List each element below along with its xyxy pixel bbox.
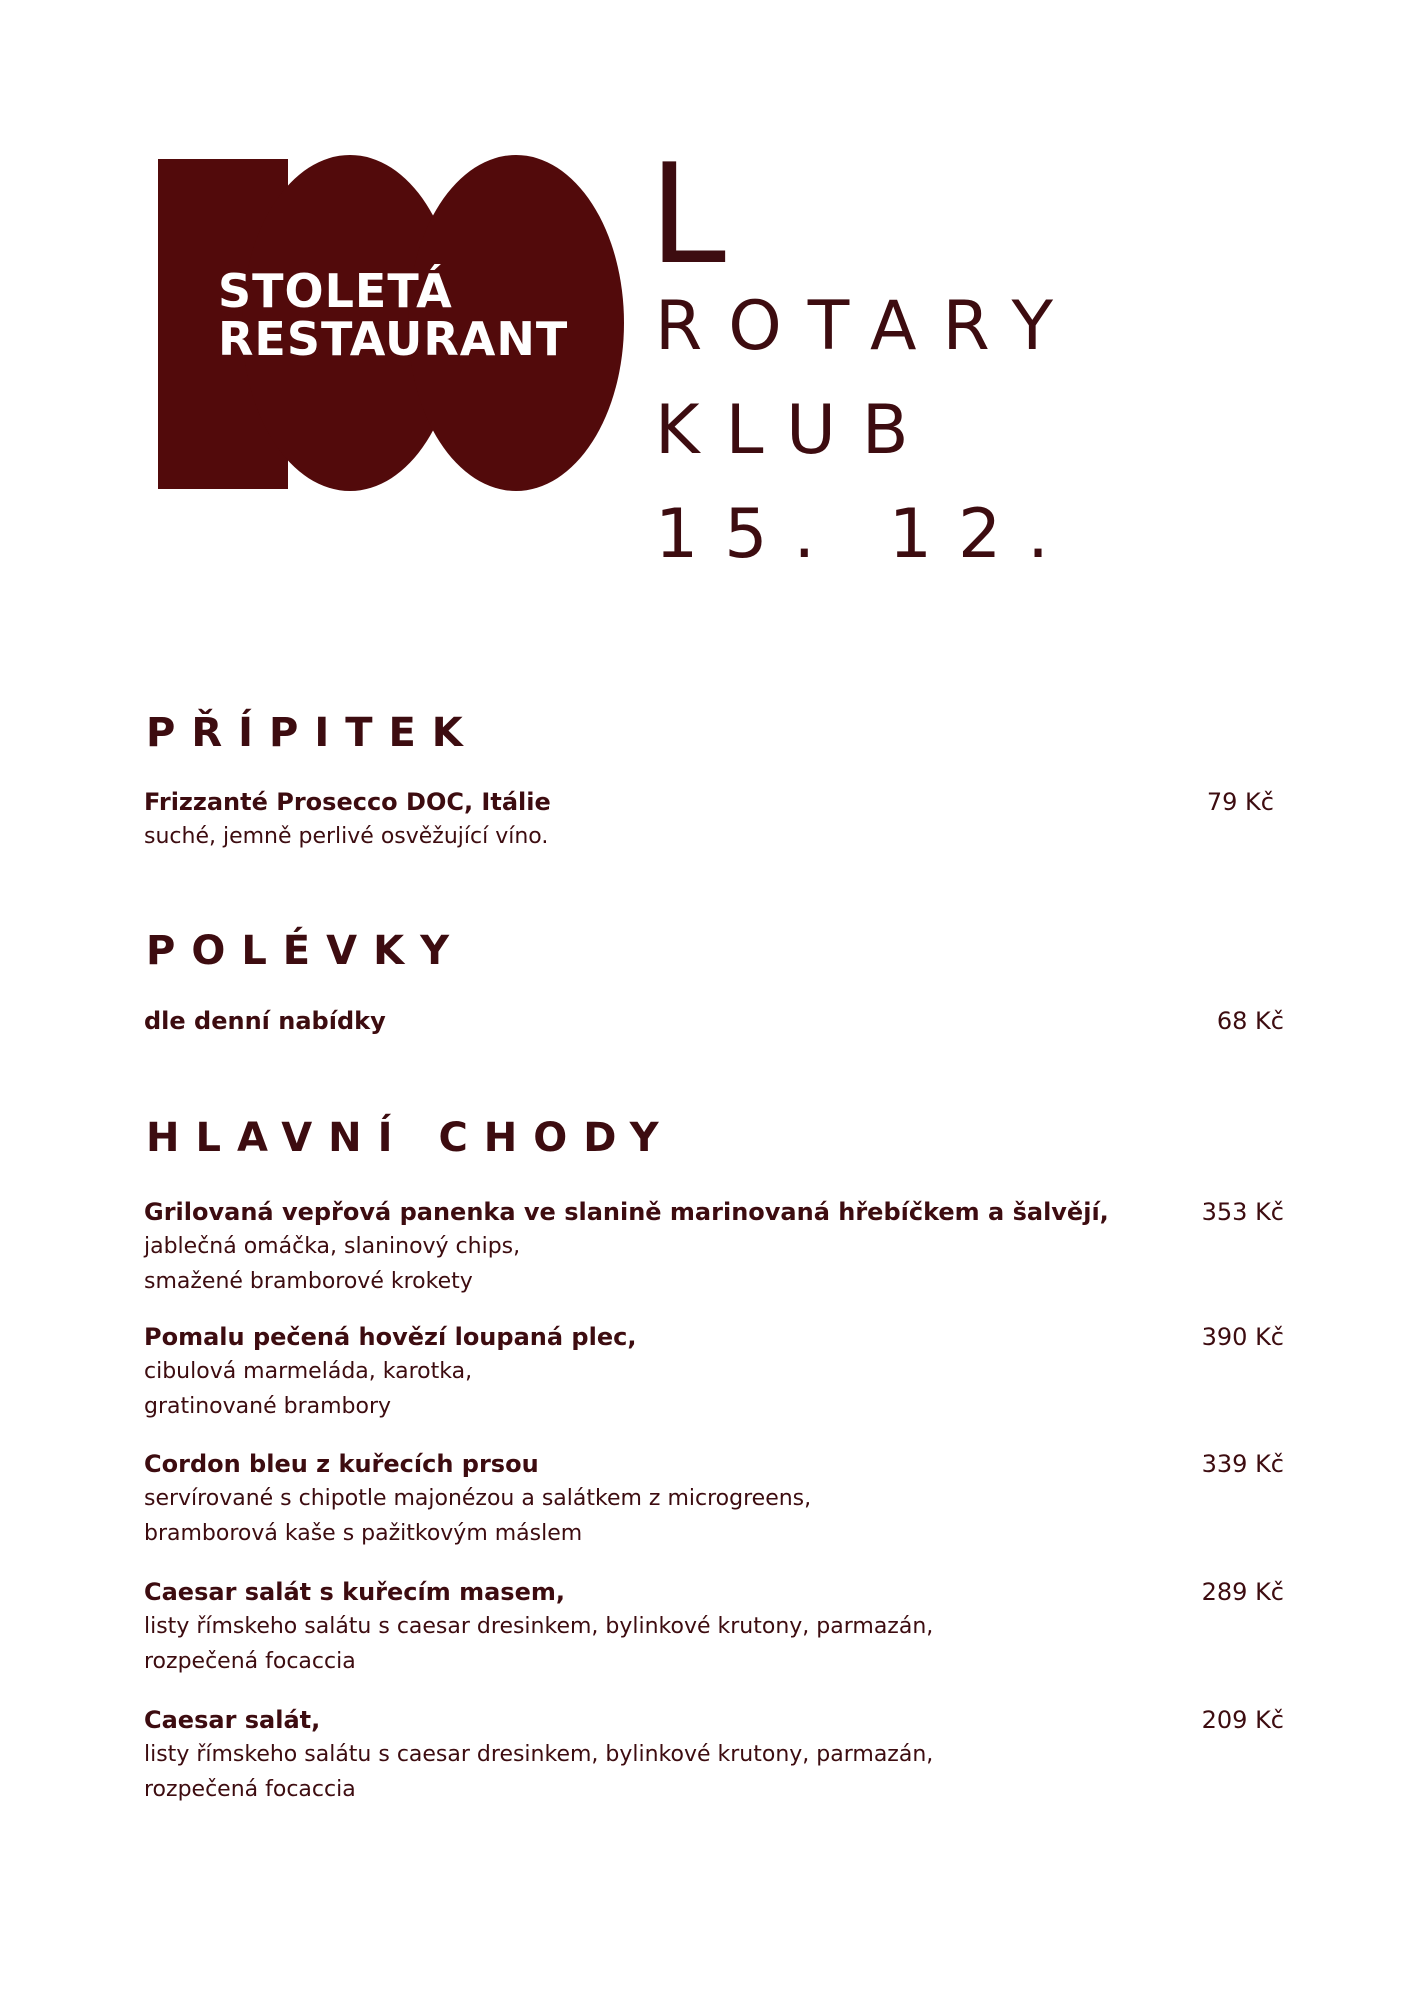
menu-item: [144, 785, 1284, 854]
menu-item: [144, 1447, 1284, 1551]
item-description: servírované s chipotle majonézou a salátkem z microgreens,: [144, 1486, 812, 1511]
event-line-klub: KLUB: [655, 391, 935, 470]
menu-item: [144, 1195, 1284, 1299]
item-description: cibulová marmeláda, karotka,: [144, 1359, 473, 1384]
item-description: listy římskeho salátu s caesar dresinkem, bylinkové krutony, parmazán,: [144, 1614, 934, 1639]
item-description: bramborová kaše s pažitkovým máslem: [144, 1521, 583, 1546]
item-description: jablečná omáčka, slaninový chips,: [144, 1234, 521, 1259]
section-title-hlavni-chody: HLAVNÍ CHODY: [146, 1115, 675, 1161]
item-price: 209 Kč: [1201, 1706, 1284, 1734]
logo-text: [218, 264, 569, 366]
item-name: Grilovaná vepřová panenka ve slanině marinovaná hřebíčkem a šalvějí,: [144, 1198, 1109, 1226]
event-letter: L: [649, 134, 726, 295]
item-price: 390 Kč: [1201, 1323, 1284, 1351]
item-description: rozpečená focaccia: [144, 1649, 356, 1674]
event-line-rotary: ROTARY: [655, 287, 1079, 366]
item-name: Pomalu pečená hovězí loupaná plec,: [144, 1323, 637, 1351]
logo-line-1: STOLETÁ: [218, 264, 453, 318]
menu-item: [144, 1320, 1284, 1424]
item-price: 289 Kč: [1201, 1578, 1284, 1606]
item-description: gratinované brambory: [144, 1394, 392, 1419]
item-name: Frizzanté Prosecco DOC, Itálie: [144, 788, 551, 816]
event-heading: [649, 134, 1079, 587]
menu-item: [144, 1575, 1284, 1679]
menu-item: [144, 1703, 1284, 1807]
restaurant-logo: [158, 155, 628, 491]
section-title-polevky: POLÉVKY: [146, 928, 466, 974]
item-description: smažené bramborové krokety: [144, 1269, 473, 1294]
item-name: dle denní nabídky: [144, 1007, 386, 1035]
item-description: suché, jemně perlivé osvěžující víno.: [144, 824, 549, 849]
item-price: 339 Kč: [1201, 1450, 1284, 1478]
menu-item: [144, 1004, 1284, 1038]
item-name: Caesar salát s kuřecím masem,: [144, 1578, 565, 1606]
item-price: 68 Kč: [1216, 1007, 1284, 1035]
item-description: listy římskeho salátu s caesar dresinkem, bylinkové krutony, parmazán,: [144, 1742, 934, 1767]
item-price: 353 Kč: [1201, 1198, 1284, 1226]
item-price: 79 Kč: [1206, 788, 1274, 816]
event-date: 15. 12.: [655, 495, 1075, 574]
item-name: Caesar salát,: [144, 1706, 321, 1734]
logo-line-2: RESTAURANT: [218, 312, 569, 366]
section-title-pripitek: PŘÍPITEK: [146, 710, 479, 756]
item-description: rozpečená focaccia: [144, 1777, 356, 1802]
item-name: Cordon bleu z kuřecích prsou: [144, 1450, 539, 1478]
